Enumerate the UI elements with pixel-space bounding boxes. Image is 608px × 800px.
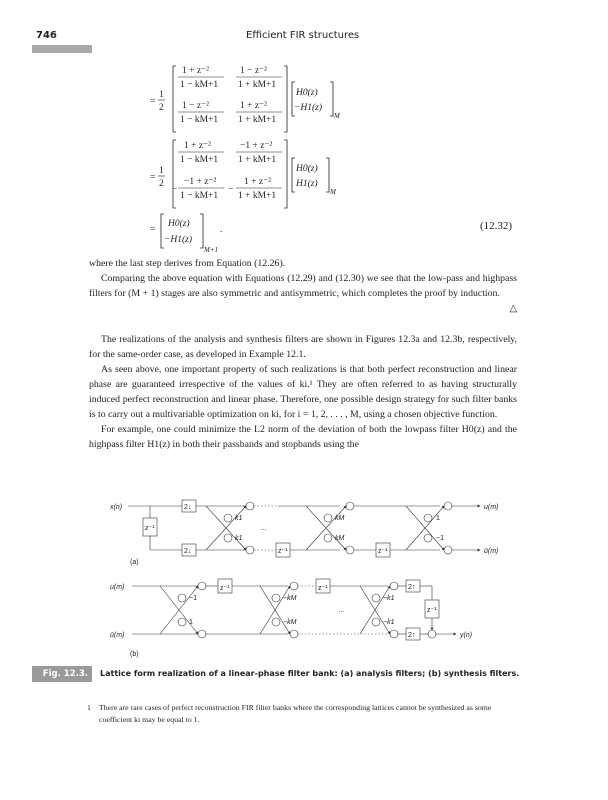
label-u-in: u(m) (110, 584, 125, 591)
svg-text:1 − kM+1: 1 − kM+1 (180, 155, 219, 165)
svg-text:−k1: −k1 (383, 619, 395, 626)
svg-text:z⁻¹: z⁻¹ (378, 548, 388, 555)
svg-text:2↓: 2↓ (184, 504, 192, 511)
m1-den2b: 1 + kM+1 (238, 115, 277, 125)
synthesis-labels (110, 584, 472, 658)
eq-half-num: 1 (159, 90, 164, 100)
adder-a1-top (246, 502, 254, 510)
svg-text:k1: k1 (235, 535, 243, 542)
label-ubar-in: ū(m) (110, 632, 125, 639)
label-u-out: u(m) (484, 504, 499, 511)
analysis-bank (128, 500, 480, 557)
vec1-sub: M (334, 112, 340, 120)
label-b: (b) (130, 651, 139, 658)
eq-row2 (150, 140, 337, 208)
m1-den1b: 1 − kM+1 (180, 115, 219, 125)
vec2-bot: H1(z) (296, 179, 318, 189)
svg-text:kM: kM (335, 535, 345, 542)
mult-s1-1 (178, 618, 186, 626)
svg-text:−: − (172, 185, 178, 195)
svg-text:z⁻¹: z⁻¹ (318, 585, 328, 592)
svg-text:.: . (220, 225, 223, 235)
paragraph-1: where the last step derives from Equation (12.26). (89, 258, 286, 269)
qed-symbol: △ (509, 303, 517, 314)
m2-a: 1 + z⁻² (184, 141, 211, 151)
adder-s1-top (198, 582, 206, 590)
m2-b: −1 + z⁻² (240, 141, 273, 151)
svg-text:2↑: 2↑ (408, 632, 416, 639)
footnote (89, 702, 517, 726)
svg-text:1 + kM+1: 1 + kM+1 (238, 191, 277, 201)
mult-a1-k1 (224, 514, 232, 522)
eq-row3 (150, 214, 222, 254)
page-number: 746 (36, 30, 57, 41)
figure-caption: Lattice form realization of a linear-phase filter bank: (a) analysis filters; (b) synthesis filters. (100, 669, 520, 678)
header-bar (32, 45, 92, 53)
equation-number: (12.32) (480, 220, 513, 232)
mult-sM-a (272, 594, 280, 602)
svg-text:=: = (150, 225, 156, 235)
svg-text:−1: −1 (436, 535, 444, 542)
svg-text:M+1: M+1 (204, 246, 219, 254)
mult-s1-neg1 (178, 594, 186, 602)
vec1-bot: −H1(z) (294, 103, 323, 113)
text-block-1 (89, 256, 517, 316)
m1-d: 1 + z⁻² (240, 101, 267, 111)
svg-text:=: = (150, 97, 156, 107)
running-title: Efficient FIR structures (246, 30, 360, 41)
mult-sf-a (372, 594, 380, 602)
paragraph-4: As seen above, one important property of such realizations is that both perfect reconstruction and linear phase are guaranteed irrespective of the values of ki.¹ They are often referred to as having structurally induced perfect reconstruction and linear phase. Therefore, one possible design strategy for such filter banks is to carry out a multivariable optimization on ki, for i = 1, 2, . . . , M, using a chosen objective function. (89, 364, 517, 420)
adder-a1-bot (246, 546, 254, 554)
adder-sf-bot (390, 630, 398, 638)
footnote-text: There are rare cases of perfect reconstruction FIR filter banks where the corresponding lattices cannot be synthesized as some coefficient ki may be equal to 1. (99, 703, 492, 724)
mult-sf-b (372, 618, 380, 626)
svg-text:k1: k1 (235, 515, 243, 522)
m2-d: 1 + z⁻² (244, 177, 271, 187)
eq-row1 (150, 66, 341, 132)
svg-text:…: … (338, 607, 345, 614)
vec3-bot: −H1(z) (164, 235, 193, 245)
mult-a1-k1b (224, 534, 232, 542)
text-block-2 (89, 332, 517, 452)
svg-text:z⁻¹: z⁻¹ (145, 525, 155, 532)
m1-a: 1 + z⁻² (182, 66, 209, 76)
svg-text:2: 2 (159, 179, 164, 189)
paragraph-3: The realizations of the analysis and synthesis filters are shown in Figures 12.3a and 12.3b, respectively, for the same-order case, as developed in Example 12.1. (89, 334, 517, 360)
label-a: (a) (130, 559, 139, 566)
vec1-top: H0(z) (296, 88, 318, 98)
adder-af-top (444, 502, 452, 510)
svg-text:z⁻¹: z⁻¹ (220, 585, 230, 592)
svg-text:1 − kM+1: 1 − kM+1 (180, 191, 219, 201)
label-x-in: x(n) (110, 504, 123, 511)
svg-text:1 + kM+1: 1 + kM+1 (238, 155, 277, 165)
svg-text:M: M (330, 188, 336, 196)
svg-text:z⁻¹: z⁻¹ (427, 607, 437, 614)
eq-half-den: 2 (159, 103, 164, 113)
mult-sM-b (272, 618, 280, 626)
vec2-top: H0(z) (296, 164, 318, 174)
lattice-figure (110, 496, 520, 666)
svg-text:1: 1 (159, 166, 164, 176)
adder-sf-top (390, 582, 398, 590)
mult-aM (324, 514, 332, 522)
analysis-labels (110, 504, 498, 566)
svg-text:−: − (228, 185, 234, 195)
mult-aMb (324, 534, 332, 542)
adder-af-bot (444, 546, 452, 554)
svg-text:−kM: −kM (283, 619, 297, 626)
adder-aM-top (346, 502, 354, 510)
svg-text:1: 1 (436, 515, 440, 522)
svg-text:−1: −1 (189, 595, 197, 602)
svg-text:…: … (260, 525, 267, 532)
m1-den2a: 1 + kM+1 (238, 80, 277, 90)
svg-text:2↑: 2↑ (408, 584, 416, 591)
m1-b: 1 − z⁻² (240, 66, 267, 76)
label-y-out: y(n) (460, 632, 473, 639)
figure-tag: Fig. 12.3. (32, 666, 92, 682)
paragraph-5: For example, one could minimize the L2 norm of the deviation of both the lowpass filter H0(z) and the highpass filter H1(z) in both their passbands and stopbands using the (89, 424, 517, 450)
adder-sM-bot (290, 630, 298, 638)
svg-text:−kM: −kM (283, 595, 297, 602)
adder-aM-bot (346, 546, 354, 554)
vec3-top: H0(z) (168, 219, 190, 229)
svg-text:2↓: 2↓ (184, 548, 192, 555)
paragraph-2: Comparing the above equation with Equations (12.29) and (12.30) we see that the low-pass and highpass filters for (M + 1) stages are also symmetric and antisymmetric, which completes the proof by induction. △ (89, 273, 517, 314)
mult-af-neg1 (424, 534, 432, 542)
footnote-mark: 1 (87, 703, 91, 712)
adder-s1-bot (198, 630, 206, 638)
mult-af-1 (424, 514, 432, 522)
label-ubar-out: ū(m) (484, 548, 499, 555)
m1-c: 1 − z⁻² (182, 101, 209, 111)
m2-c: −1 + z⁻² (184, 177, 217, 187)
m1-den1a: 1 − kM+1 (180, 80, 219, 90)
svg-text:kM: kM (335, 515, 345, 522)
svg-text:=: = (150, 173, 156, 183)
svg-text:1: 1 (189, 619, 193, 626)
adder-out (428, 630, 436, 638)
svg-text:−k1: −k1 (383, 595, 395, 602)
svg-text:z⁻¹: z⁻¹ (278, 548, 288, 555)
adder-sM-top (290, 582, 298, 590)
